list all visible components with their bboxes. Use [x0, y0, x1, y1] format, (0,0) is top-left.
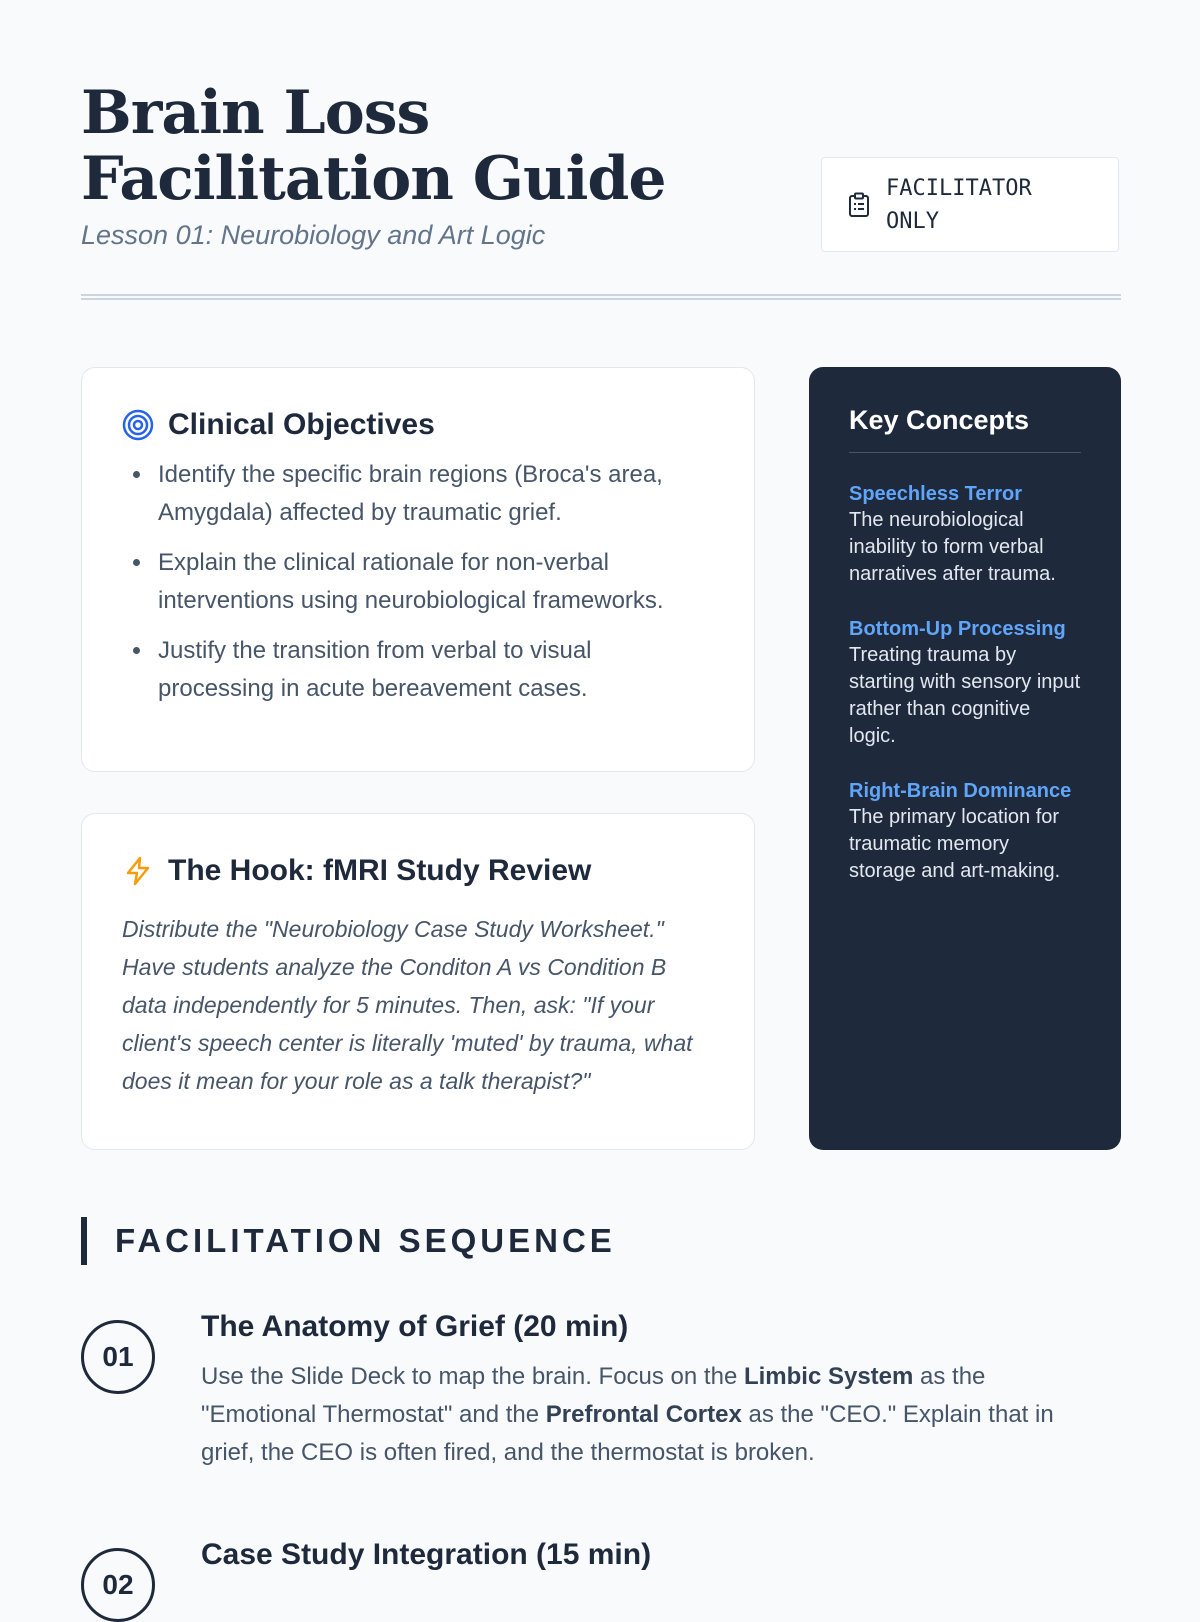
list-item: • Identify the specific brain regions (Broca's area, Amygdala) affected by traumatic grief. — [154, 456, 714, 532]
objectives-title: Clinical Objectives — [168, 408, 435, 441]
step-number: 02 — [81, 1548, 155, 1622]
objectives-list — [122, 456, 714, 708]
list-item: • Justify the transition from verbal to visual processing in acute bereavement cases. — [154, 632, 714, 708]
step-text-bold: Prefrontal Cortex — [545, 1401, 742, 1428]
step-number: 01 — [81, 1320, 155, 1394]
concept-item — [849, 778, 1081, 885]
step-title: The Anatomy of Grief (20 min) — [201, 1310, 629, 1343]
hook-text: Distribute the "Neurobiology Case Study Worksheet." Have students analyze the Conditon A vs Condition B data independently for 5 minutes. Then, ask: "If your client's speech center is literally 'muted' by trauma, what does it mean for your role as a talk therapist?" — [122, 916, 693, 1094]
list-item: • Explain the clinical rationale for non-verbal interventions using neurobiological frameworks. — [154, 544, 714, 620]
hook-card — [81, 813, 755, 1150]
target-icon — [122, 409, 154, 441]
concept-definition: The neurobiological inability to form verbal narratives after trauma. — [849, 509, 1056, 585]
objectives-heading — [122, 408, 714, 442]
concept-definition: The primary location for traumatic memory storage and art-making. — [849, 806, 1061, 882]
header-divider — [81, 294, 1121, 300]
page-subtitle: Lesson 01: Neurobiology and Art Logic — [81, 220, 546, 250]
facilitator-badge — [821, 157, 1119, 252]
page-title: Brain Loss Facilitation Guide — [81, 78, 666, 214]
concept-term: Speechless Terror — [849, 483, 1023, 505]
step-title: Case Study Integration (15 min) — [201, 1538, 652, 1571]
key-concepts-title: Key Concepts — [849, 405, 1081, 453]
concept-item — [849, 616, 1081, 750]
sequence-heading — [81, 1217, 616, 1265]
step-text-part: as the "CEO." Explain that in grief, the CEO is often fired, and the thermostat is broken. — [201, 1401, 1054, 1466]
step-body — [201, 1310, 1091, 1472]
concept-definition: Treating trauma by starting with sensory input rather than cognitive logic. — [849, 644, 1081, 747]
step-text-part: as the "Emotional Thermostat" and the — [201, 1363, 986, 1428]
key-concepts-panel — [809, 367, 1121, 1150]
hook-heading — [122, 854, 714, 888]
step-text-bold: Limbic System — [743, 1363, 914, 1390]
objectives-card — [81, 367, 755, 772]
step-text-part: Use the Slide Deck to map the brain. Focus on the — [201, 1363, 744, 1390]
hook-title: The Hook: fMRI Study Review — [168, 854, 592, 887]
lightning-icon — [122, 855, 154, 887]
concept-term: Right-Brain Dominance — [849, 780, 1072, 802]
concept-item — [849, 481, 1081, 588]
step-body — [201, 1538, 1091, 1586]
step-text — [201, 1358, 1091, 1472]
sequence-title: FACILITATION SEQUENCE — [115, 1222, 616, 1259]
clipboard-icon — [848, 191, 876, 219]
badge-label: FACILITATOR ONLY — [886, 175, 1032, 234]
concept-term: Bottom-Up Processing — [849, 618, 1066, 640]
